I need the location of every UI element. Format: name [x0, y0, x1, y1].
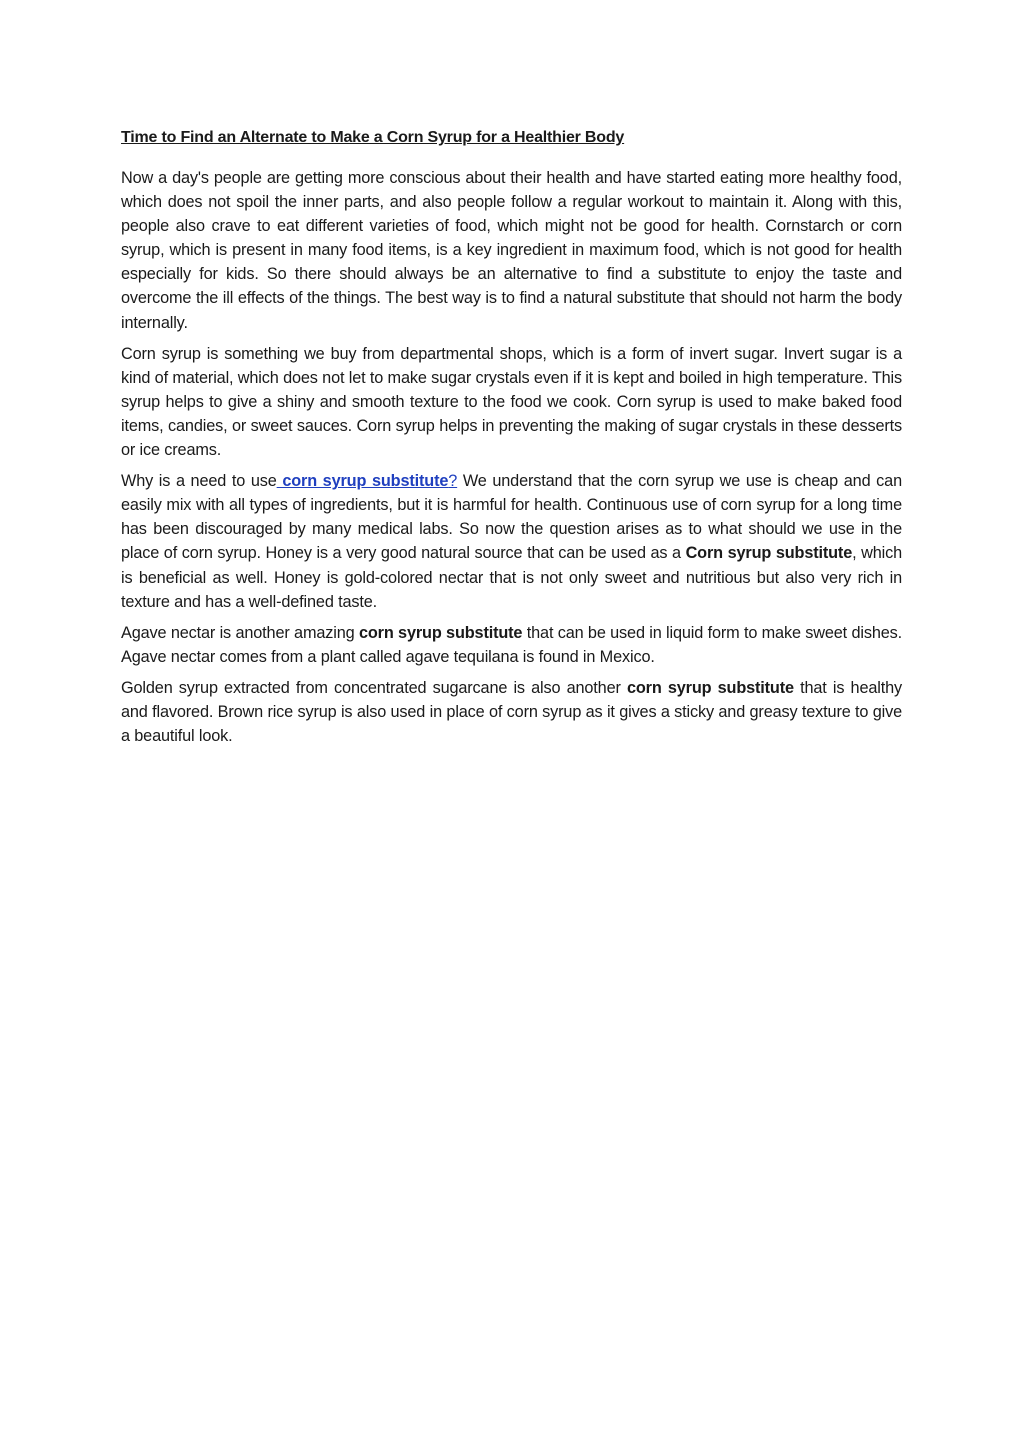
- paragraph-3-tail: , which is beneficial as well. Honey is gold-colored nectar that is not only sweet and nutritious but also very rich in texture and has a well-defined taste.: [121, 544, 902, 611]
- paragraph-5: [121, 676, 902, 748]
- paragraph-3: [121, 469, 902, 614]
- paragraph-4-bold: corn syrup substitute: [358, 623, 523, 642]
- paragraph-5-bold: corn syrup substitute: [626, 678, 794, 697]
- paragraph-2: Corn syrup is something we buy from departmental shops, which is a form of invert sugar. Invert sugar is a kind of material, which does not let to make sugar crystals even if it is kept and boiled in high temperature. This syrup helps to give a shiny and smooth texture to the food we cook. Corn syrup is used to make baked food items, candies, or sweet sauces. Corn syrup helps in preventing the making of sugar crystals in these desserts or ice creams.: [121, 344, 902, 460]
- paragraph-3-bold: Corn syrup substitute: [685, 544, 853, 563]
- paragraph-4: [121, 621, 902, 669]
- paragraph-5-lead: Golden syrup extracted from concentrated sugarcane is also another: [121, 678, 627, 697]
- paragraph-3-lead: Why is a need to use: [121, 472, 277, 491]
- paragraph-3-mid: We understand that the corn syrup we use is cheap and can easily mix with all types of ingredients, but it is harmful for health. Continuous use of corn syrup for a long time has been discouraged by many medical labs. So now the question arises as to what should we use in the place of corn syrup. Honey is a very good natural source that can be used as a: [121, 472, 902, 563]
- paragraph-5-tail: that is healthy and flavored. Brown rice syrup is also used in place of corn syrup as it gives a sticky and greasy texture to give a beautiful look.: [121, 678, 902, 746]
- document-body: [121, 126, 902, 755]
- paragraph-4-tail: that can be used in liquid form to make sweet dishes. Agave nectar comes from a plant called agave tequilana is found in Mexico.: [121, 623, 903, 666]
- corn-syrup-substitute-link-question[interactable]: ?: [448, 472, 458, 491]
- paragraph-1: Now a day's people are getting more conscious about their health and have started eating more healthy food, which does not spoil the inner parts, and also people follow a regular workout to maintain it. Along with this, people also crave to eat different varieties of food, which might not be good for health. Cornstarch or corn syrup, which is present in many food items, is a key ingredient in maximum food, which is not good for health especially for kids. So there should always be an alternative to find a substitute to enjoy the taste and overcome the ill effects of the things. The best way is to find a natural substitute that should not harm the body internally.: [121, 169, 902, 332]
- paragraph-4-lead: Agave nectar is another amazing: [121, 623, 359, 642]
- corn-syrup-substitute-link[interactable]: corn syrup substitute: [276, 472, 449, 491]
- document-title: Time to Find an Alternate to Make a Corn Syrup for a Healthier Body: [121, 129, 625, 146]
